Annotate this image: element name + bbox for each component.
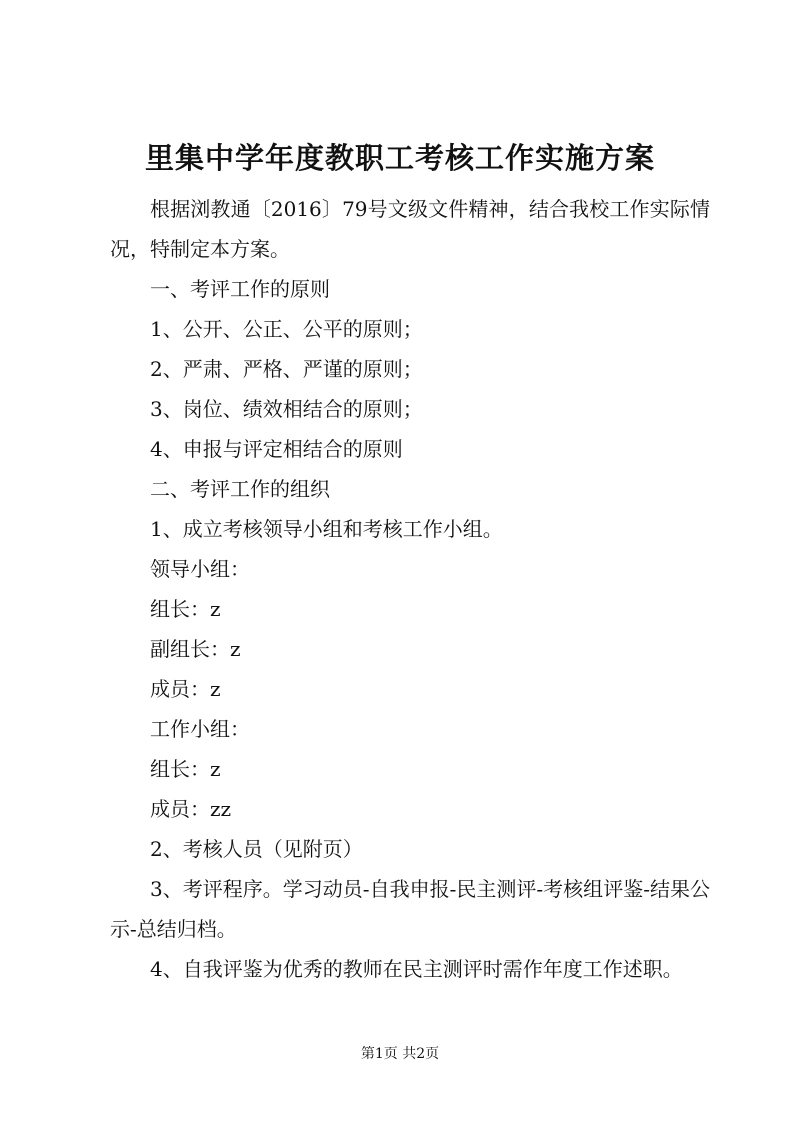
principle-item: 1、公开、公正、公平的原则； <box>150 317 423 341</box>
section-heading-principles: 一、考评工作的原则 <box>150 277 330 301</box>
group-label: 工作小组： <box>150 717 250 741</box>
paragraph-intro: 根据浏教通〔2016〕79号文级文件精神，结合我校工作实际情况，特制定本方案。 <box>110 197 710 261</box>
page-footer: 第1页 共2页 <box>360 1046 440 1062</box>
member-line: 成员：zz <box>150 797 232 821</box>
member-line: 组长：z <box>150 757 221 781</box>
document-body <box>110 189 710 989</box>
group-label: 领导小组： <box>150 557 250 581</box>
organization-item: 2、考核人员（见附页） <box>150 837 363 861</box>
member-line: 组长：z <box>150 597 221 621</box>
section-heading-organization: 二、考评工作的组织 <box>150 477 330 501</box>
document-title: 里集中学年度教职工考核工作实施方案 <box>144 141 655 175</box>
organization-item: 4、自我评鉴为优秀的教师在民主测评时需作年度工作述职。 <box>150 957 683 981</box>
member-line: 成员：z <box>150 677 221 701</box>
organization-item: 1、成立考核领导小组和考核工作小组。 <box>150 517 503 541</box>
principle-item: 3、岗位、绩效相结合的原则； <box>150 397 423 421</box>
member-line: 副组长：z <box>150 637 241 661</box>
organization-item: 3、考评程序。学习动员-自我申报-民主测评-考核组评鉴-结果公示-总结归档。 <box>110 877 710 941</box>
principle-item: 4、申报与评定相结合的原则 <box>150 437 403 461</box>
principle-item: 2、严肃、严格、严谨的原则； <box>150 357 423 381</box>
